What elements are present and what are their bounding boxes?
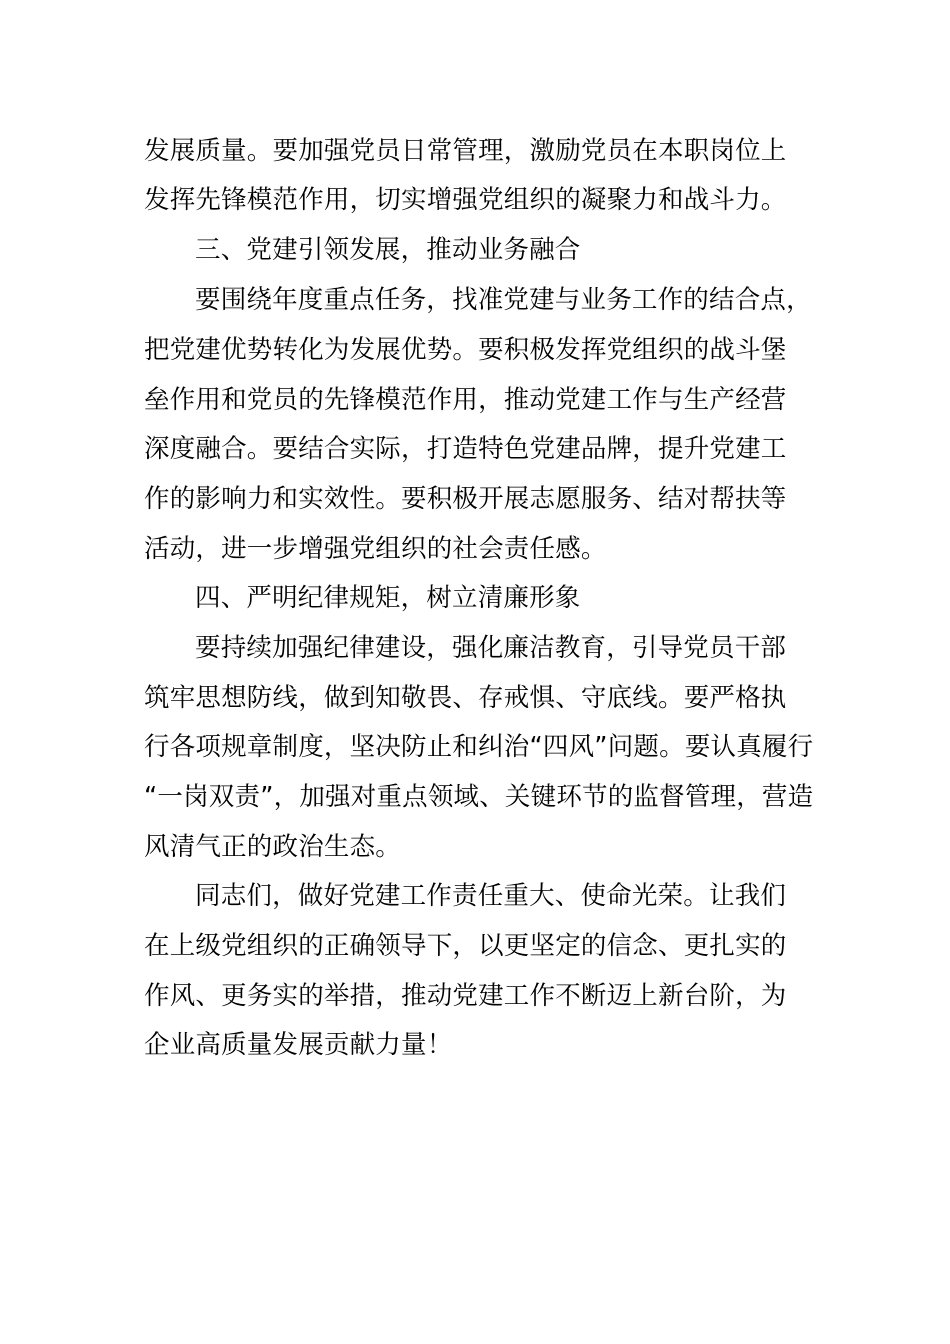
body-text-line: 要围绕年度重点任务，找准党建与业务工作的结合点， [195,285,812,315]
body-text-line: 同志们，做好党建工作责任重大、使命光荣。让我们 [195,881,787,911]
body-text-line: 企业高质量发展贡献力量！ [144,1030,453,1060]
body-text-line: 风清气正的政治生态。 [144,832,402,862]
body-text-line: 筑牢思想防线，做到知敬畏、存戒惧、守底线。要严格执 [144,683,787,713]
body-text-line: 行各项规章制度，坚决防止和纠治“四风”问题。要认真履行 [144,732,814,762]
body-text-line: 发展质量。要加强党员日常管理，激励党员在本职岗位上 [144,136,787,166]
body-text-line: 把党建优势转化为发展优势。要积极发挥党组织的战斗堡 [144,335,787,365]
body-text-line: 在上级党组织的正确领导下，以更坚定的信念、更扎实的 [144,931,787,961]
body-text-line: 垒作用和党员的先锋模范作用，推动党建工作与生产经营 [144,385,787,415]
body-text-line: 活动，进一步增强党组织的社会责任感。 [144,534,607,564]
body-text-line: 要持续加强纪律建设，强化廉洁教育，引导党员干部 [195,633,787,663]
section-heading: 三、党建引领发展，推动业务融合 [195,235,581,265]
section-heading: 四、严明纪律规矩，树立清廉形象 [195,583,581,613]
body-text-line: 发挥先锋模范作用，切实增强党组织的凝聚力和战斗力。 [144,185,787,215]
body-text-line: 深度融合。要结合实际，打造特色党建品牌，提升党建工 [144,434,787,464]
body-text-line: 作风、更务实的举措，推动党建工作不断迈上新台阶，为 [144,981,787,1011]
body-text-line: “一岗双责”，加强对重点领域、关键环节的监督管理，营造 [144,782,814,812]
body-text-line: 作的影响力和实效性。要积极开展志愿服务、结对帮扶等 [144,484,787,514]
